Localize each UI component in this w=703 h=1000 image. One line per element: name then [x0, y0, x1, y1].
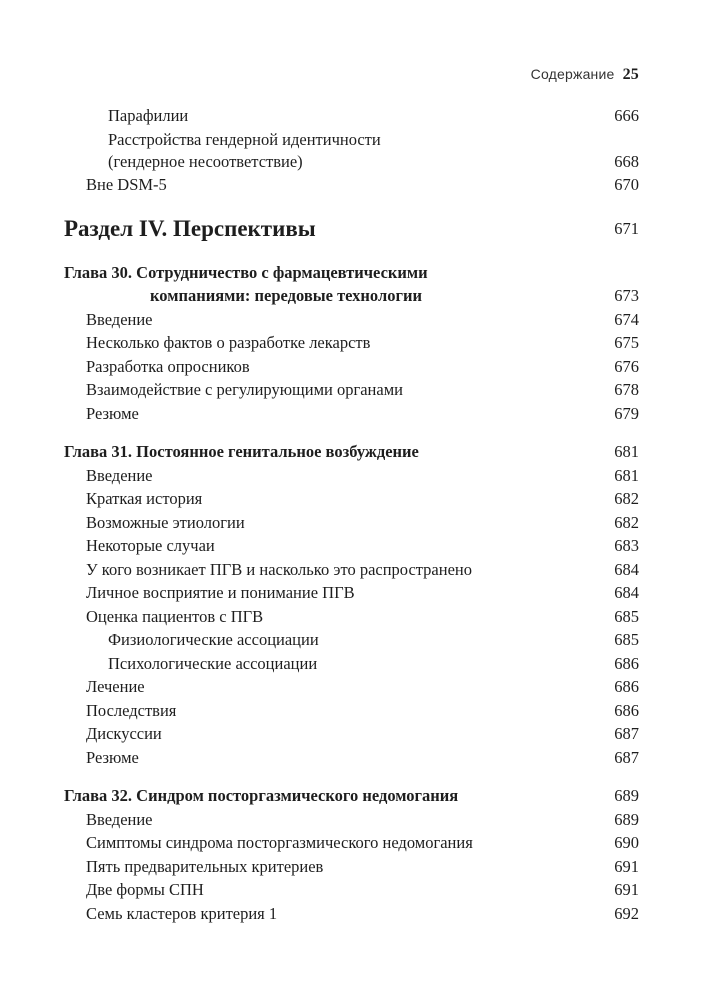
- toc-entry-page: 684: [614, 559, 639, 579]
- toc-chapter-heading: [64, 440, 639, 464]
- toc-entry-page: 692: [614, 903, 639, 923]
- toc-entry: [64, 378, 639, 402]
- toc-entry-continuation: [64, 150, 639, 174]
- toc-entry: [64, 534, 639, 558]
- toc-entry-page: 676: [614, 356, 639, 376]
- toc-entry-title: Разработка опросников: [86, 356, 250, 376]
- toc-entry: [64, 902, 639, 926]
- toc-entry-title: (гендерное несоответствие): [108, 151, 303, 171]
- toc-entry-page: 686: [614, 677, 639, 696]
- toc-entry-title: Резюме: [86, 403, 139, 423]
- toc-entry: [64, 331, 639, 355]
- toc-entry-page: 681: [614, 465, 639, 485]
- chapter-page: 673: [614, 286, 639, 305]
- toc-entry: [64, 878, 639, 902]
- toc-entry-title: Введение: [86, 309, 153, 329]
- toc-entry: [64, 808, 639, 832]
- toc-entry: [64, 855, 639, 879]
- toc-entry: [64, 402, 639, 426]
- toc-entry-page: 685: [614, 606, 639, 626]
- toc-entry: [64, 722, 639, 746]
- toc-entry: [64, 487, 639, 511]
- toc-entry-title: Личное восприятие и понимание ПГВ: [86, 583, 355, 602]
- toc-entry-title: Две формы СПН: [86, 880, 204, 899]
- toc-entry-page: 690: [614, 833, 639, 852]
- toc-entry-title: Резюме: [86, 747, 139, 767]
- toc-entry: [64, 308, 639, 332]
- toc-entry-page: 685: [614, 630, 639, 649]
- toc-chapter-heading-continuation: [64, 284, 639, 308]
- toc-entry-page: 666: [614, 106, 639, 125]
- toc-entry-title: Последствия: [86, 700, 177, 720]
- toc-entry-page: 687: [614, 747, 639, 767]
- toc-entry-page: 682: [614, 512, 639, 532]
- toc-entry-title: Лечение: [86, 677, 145, 696]
- chapter-title: компаниями: передовые технологии: [150, 286, 422, 305]
- toc-entry-title: Дискуссии: [86, 724, 162, 743]
- toc-entry-title: Введение: [86, 809, 153, 829]
- chapter-page: 681: [614, 442, 639, 461]
- toc-entry-page: 668: [614, 151, 639, 171]
- running-header-title: Содержание: [530, 66, 615, 82]
- toc-entry: [64, 746, 639, 770]
- toc-entry-title: Семь кластеров критерия 1: [86, 903, 278, 923]
- toc-entry: [64, 128, 639, 150]
- toc-entry-title: Расстройства гендерной идентичности: [108, 129, 381, 149]
- toc-entry: [64, 605, 639, 629]
- toc-entry-title: Несколько фактов о разработке лекарств: [86, 333, 371, 352]
- toc-entry: [64, 675, 639, 699]
- toc-entry: [64, 628, 639, 652]
- toc-entry: [64, 581, 639, 605]
- toc-entry-title: Парафилии: [108, 106, 189, 125]
- toc-section-heading: [64, 212, 639, 246]
- toc-entry: [64, 831, 639, 855]
- toc-entry-page: 686: [614, 700, 639, 720]
- toc-entry-title: Краткая история: [86, 489, 203, 508]
- toc-entry-page: 682: [614, 489, 639, 508]
- toc-entry-page: 686: [614, 653, 639, 673]
- toc-entry: [64, 511, 639, 535]
- toc-entry-title: Введение: [86, 465, 153, 485]
- toc-entry: [64, 699, 639, 723]
- toc-entry-title: Психологические ассоциации: [108, 653, 318, 673]
- chapter-page: 689: [614, 786, 639, 805]
- toc-entry-title: Физиологические ассоциации: [108, 630, 319, 649]
- toc-entry-title: Симптомы синдрома посторгазмического недомогания: [86, 833, 473, 852]
- toc-entry-title: Возможные этиологии: [86, 512, 245, 532]
- toc-entry: [64, 558, 639, 582]
- toc-entry-title: Взаимодействие с регулирующими органами: [86, 380, 403, 399]
- chapter-title: Глава 30. Сотрудничество с фармацевтическими: [64, 262, 428, 282]
- table-of-contents: [64, 104, 639, 925]
- toc-entry-page: 691: [614, 856, 639, 876]
- toc-entry-title: Пять предварительных критериев: [86, 856, 324, 876]
- toc-chapter-heading: [64, 784, 639, 808]
- toc-entry-page: 679: [614, 403, 639, 423]
- chapter-title: Глава 31. Постоянное генитальное возбуждение: [64, 442, 419, 461]
- section-page: 671: [614, 218, 639, 238]
- toc-entry-title: Некоторые случаи: [86, 536, 215, 555]
- chapter-title: Глава 32. Синдром посторгазмического недомогания: [64, 786, 459, 805]
- toc-chapter-heading: [64, 261, 639, 285]
- toc-entry: [64, 464, 639, 488]
- toc-entry: [64, 652, 639, 676]
- toc-entry: [64, 173, 639, 197]
- toc-entry-page: 684: [614, 583, 639, 602]
- toc-entry-page: 670: [614, 175, 639, 194]
- toc-entry-page: 691: [614, 880, 639, 899]
- toc-entry-page: 687: [614, 724, 639, 743]
- toc-entry-page: 689: [614, 809, 639, 829]
- section-title: Раздел IV. Перспективы: [64, 215, 316, 241]
- toc-entry-page: 678: [614, 380, 639, 399]
- toc-entry-title: Оценка пациентов с ПГВ: [86, 606, 264, 626]
- toc-entry-page: 675: [614, 333, 639, 352]
- toc-entry-title: Вне DSM-5: [86, 175, 167, 194]
- toc-entry-page: 683: [614, 536, 639, 555]
- running-header: [531, 66, 639, 84]
- toc-entry-page: 674: [614, 309, 639, 329]
- toc-entry: [64, 104, 639, 128]
- page-number: 25: [622, 66, 639, 83]
- toc-entry: [64, 355, 639, 379]
- toc-entry-title: У кого возникает ПГВ и насколько это распространено: [86, 559, 472, 579]
